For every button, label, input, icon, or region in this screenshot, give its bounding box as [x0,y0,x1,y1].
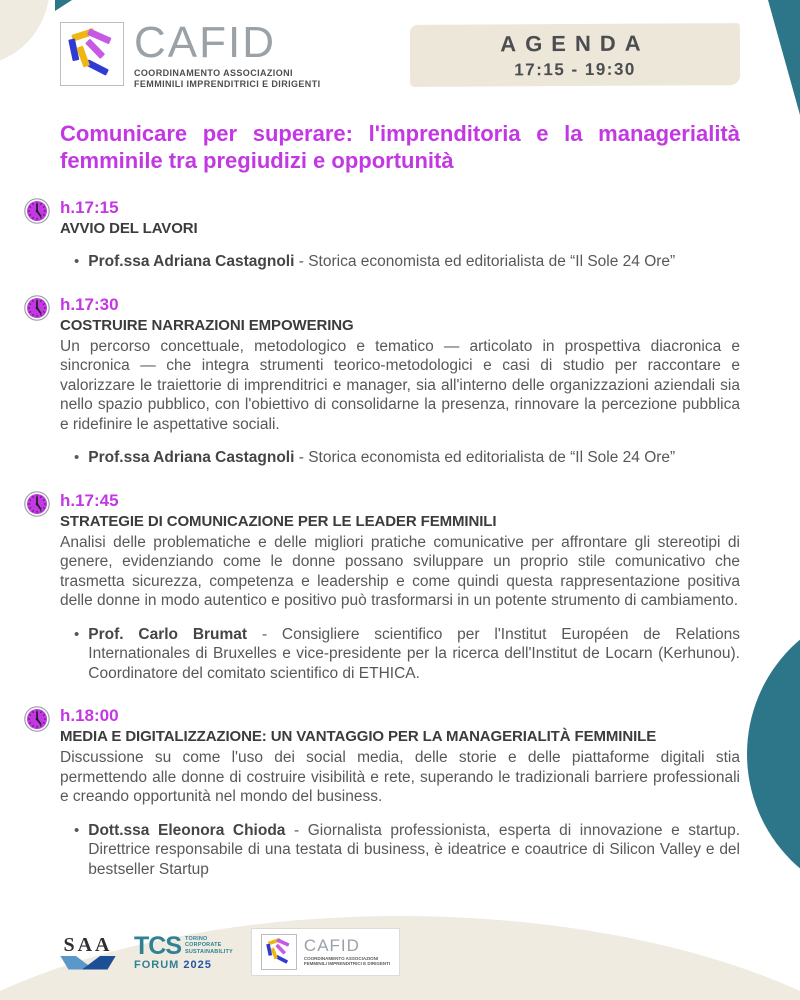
bullet-icon: • [74,449,80,466]
speaker-item [60,448,740,468]
tcs-forum-label: FORUM [134,958,180,971]
cafid-tagline-line2: FEMMINILI IMPRENDITRICI E DIRIGENTI [134,79,321,89]
footer-cafid-wordmark: CAFID [303,935,360,955]
cafid-tagline-line1: COORDINAMENTO ASSOCIAZIONI [134,68,293,78]
footer [60,928,400,976]
saa-wordmark: SAA [63,933,113,956]
session-heading: STRATEGIE DI COMUNICAZIONE PER LE LEADER FEMMINILI [60,512,497,530]
speaker-role: - Storica economista ed editorialista de “Il Sole 24 Ore” [298,449,676,466]
cafid-wordmark: CAFID [134,18,276,67]
speaker-text [88,821,740,880]
sessions-list [24,198,800,879]
session-description: Discussione su come l'uso dei social media, delle storie e delle piattaforme digitali stia permettendo alle donne di costruire visibilità e rete, superando le tradizionali barriere professionali e creando opportunità nel mondo del business. [60,749,740,805]
tcs-year: 2025 [183,958,212,971]
clock-icon [24,706,50,879]
session-17-15 [24,198,800,272]
footer-cafid-logo [251,928,400,976]
session-17-30 [24,295,800,468]
cafid-logo-text [134,18,321,90]
session-description: Analisi delle problematiche e delle migliori pratiche comunicative per affrontare gli stereotipi di genere, evidenziando come le donne possano sviluppare un proprio stile comunicativo che trasmetta sicurezza, competenza e leadership e come quindi questa rappresentazione positiva delle donne in modo autentico e positivo può trasformarsi in un potente strumento di cambiamento. [60,533,740,609]
speaker-text [88,448,740,468]
session-time: h.17:45 [60,490,119,510]
agenda-time-range: 17:15 - 19:30 [514,59,636,79]
agenda-banner-title: AGENDA [500,30,650,56]
speaker-name: Dott.ssa Eleonora Chioda [88,821,286,839]
tcs-line1: TORINO [185,935,208,942]
session-17-45 [24,491,800,684]
cafid-tagline [134,68,321,90]
session-time: h.17:15 [60,198,119,217]
session-heading: COSTRUIRE NARRAZIONI EMPOWERING [60,316,354,334]
tcs-acronym: TCS [134,931,181,960]
tcs-line3: SUSTAINABILITY [185,948,233,955]
teal-notch-shape [55,0,72,11]
speaker-name: Prof.ssa Adriana Castagnoli [88,449,295,466]
saa-logo [60,935,116,970]
clock-icon [24,491,50,684]
tcs-subtitle [185,936,233,956]
footer-cafid-text [303,935,391,967]
speaker-role: - Storica economista ed editorialista de “Il Sole 24 Ore” [298,253,676,270]
tcs-forum-year [134,959,233,971]
session-18-00 [24,706,800,879]
speaker-role: - Consigliere scientifico per l'Institut Européen de Relations Internationales di Bruxelles e vice-presidente per la ricerca dell'Institut de Locarn (Kerhunou). Coordinatore del comitato scientifico di ETHICA. [88,625,740,682]
footer-cafid-tagline-line2: FEMMINILI IMPRENDITRICI E DIRIGENTI [303,961,391,966]
bullet-icon: • [74,821,80,839]
speaker-item [60,625,740,684]
header [60,18,740,90]
agenda-banner [410,23,740,87]
session-heading: AVVIO DEL LAVORI [60,220,198,237]
cafid-mark-icon [261,934,297,970]
tcs-line2: CORPORATE [185,942,222,948]
saa-mark-icon [60,956,116,970]
tcs-forum-logo [134,931,233,971]
speaker-item [60,821,740,880]
bullet-icon: • [74,625,80,643]
session-heading: MEDIA E DIGITALIZZAZIONE: UN VANTAGGIO PER LA MANAGERIALITÀ FEMMINILE [60,728,657,745]
speaker-name: Prof. Carlo Brumat [88,625,248,643]
session-time: h.17:30 [60,294,119,314]
footer-cafid-tagline-line1: COORDINAMENTO ASSOCIAZIONI [303,955,379,961]
footer-cafid-tagline [304,956,390,967]
bullet-icon: • [74,253,80,270]
speaker-role: - Giornalista professionista, esperta di innovazione e startup. Direttrice responsabile di una testata di business, è ideatrice e coautrice di Silicon Valley e del bestseller Startup [88,821,740,878]
clock-icon [24,198,50,272]
clock-icon [24,295,50,468]
speaker-item [60,252,740,272]
cafid-logo-mark-icon [60,22,124,86]
speaker-name: Prof.ssa Adriana Castagnoli [88,253,295,270]
session-description: Un percorso concettuale, metodologico e tematico — articolato in prospettiva diacronica e sincronica — che integra strumenti teorico-metodologici e casi di studio per raccontare e valorizzare le traiettorie di imprenditrici e manager, sia all'interno delle organizzazioni aziendali sia nello spazio pubblico, con l'obiettivo di consolidarne la presenza, rinnovare la percezione pubblica e ridefinire le aspettative sociali. [60,337,740,433]
speaker-text [88,252,740,272]
speaker-text [88,625,740,684]
event-title: Comunicare per superare: l'imprenditoria e la managerialità femminile tra pregiudizi e opportunità [60,121,740,173]
session-time: h.18:00 [60,706,119,725]
